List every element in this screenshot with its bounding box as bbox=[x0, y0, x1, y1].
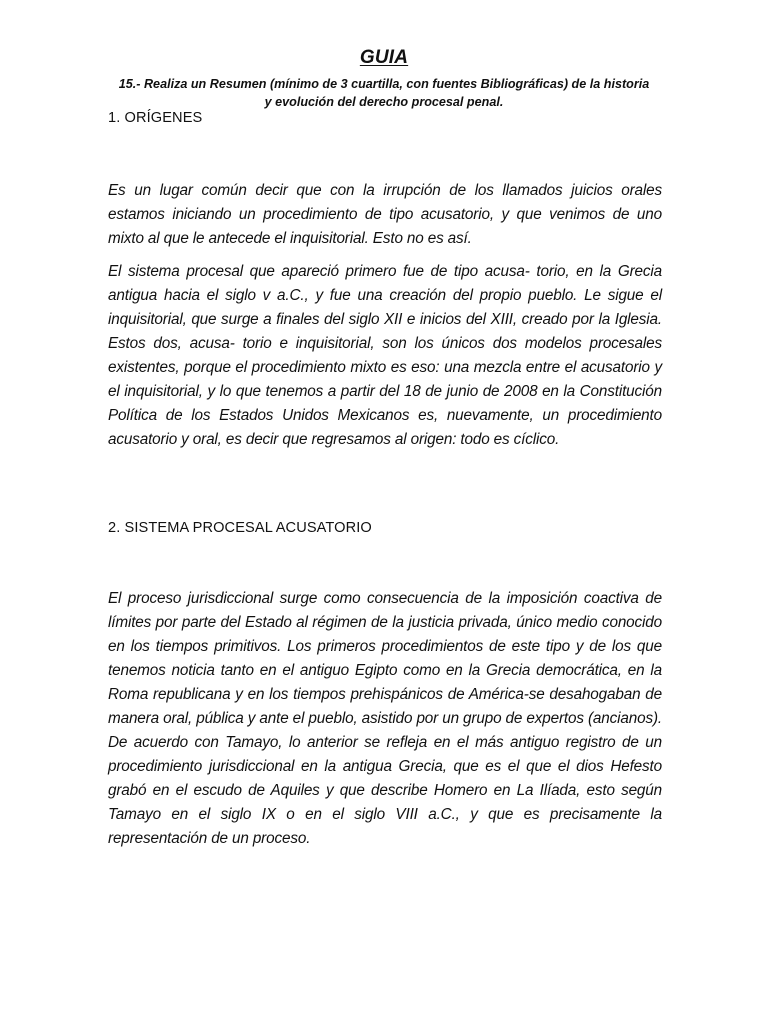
document-title: GUIA bbox=[359, 47, 409, 68]
document-subtitle: 15.- Realiza un Resumen (mínimo de 3 cuartilla, con fuentes Bibliográficas) de la historia y evolución del derecho procesal penal. bbox=[118, 77, 650, 109]
paragraph: El proceso jurisdiccional surge como consecuencia de la imposición coactiva de límites por parte del Estado al régimen de la justicia privada, único medio conocido en los tiempos primitivos. Los primeros procedimientos de este tipo y de los que tenemos noticia tanto en el antiguo Egipto como en la Grecia democrática, en la Roma republicana y en los tiempos prehispánicos de América-se desahogaban de manera oral, pública y ante el pueblo, asistido por un grupo de expertos (ancianos). De acuerdo con Tamayo, lo anterior se refleja en el más antiguo registro de un procedimiento jurisdiccional en la antigua Grecia, que es el que el dios Hefesto grabó en el escudo de Aquiles y que describe Homero en La Ilíada, esto según Tamayo en el siglo IX o en el siglo VIII a.C., y que es precisamente la representación de un proceso. bbox=[108, 590, 662, 847]
paragraph: El sistema procesal que apareció primero fue de tipo acusa- torio, en la Grecia antigua hacia el siglo v a.C., y fue una creación del propio pueblo. Le sigue el inquisitorial, que surge a finales del siglo XII e inicios del XIII, creado por la Iglesia. Estos dos, acusa- torio e inquisitorial, son los únicos dos modelos procesales existentes, porque el procedimiento mixto es eso: una mezcla entre el acusatorio y el inquisitorial, y lo que tenemos a partir del 18 de junio de 2008 en la Constitución Política de los Estados Unidos Mexicanos es, nuevamente, un procedimiento acusatorio y oral, es decir que regresamos al origen: todo es cíclico. bbox=[108, 263, 662, 448]
section-heading-origenes: 1. ORÍGENES bbox=[108, 110, 203, 126]
section-heading-sistema-acusatorio: 2. SISTEMA PROCESAL ACUSATORIO bbox=[108, 520, 372, 536]
paragraph: Es un lugar común decir que con la irrupción de los llamados juicios orales estamos iniciando un procedimiento de tipo acusatorio, y que venimos de uno mixto al que le antecede el inquisitorial. Esto no es así. bbox=[108, 182, 662, 247]
